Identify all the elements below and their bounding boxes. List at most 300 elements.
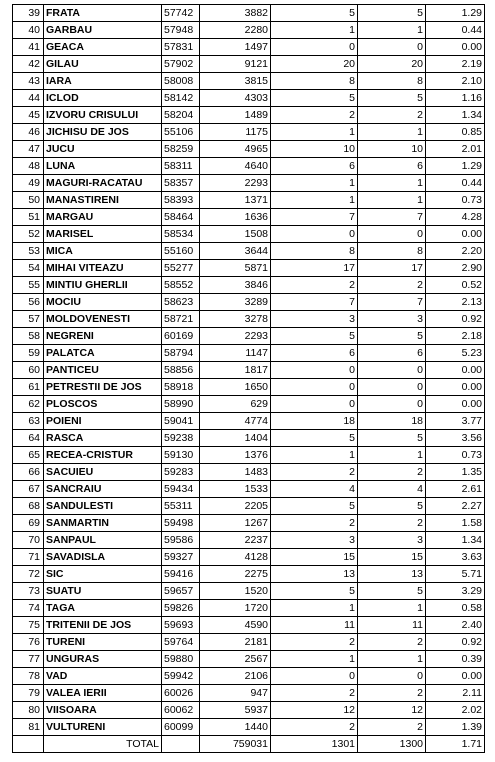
value-a: 2 xyxy=(271,515,358,532)
table-row xyxy=(13,481,485,498)
population: 1267 xyxy=(200,515,271,532)
locality-code: 59880 xyxy=(162,651,200,668)
row-number: 60 xyxy=(13,362,44,379)
population: 4774 xyxy=(200,413,271,430)
ratio: 1.29 xyxy=(426,5,485,22)
ratio: 4.28 xyxy=(426,209,485,226)
total-empty-code xyxy=(162,736,200,753)
locality-code: 59130 xyxy=(162,447,200,464)
value-b: 5 xyxy=(358,90,426,107)
row-number: 47 xyxy=(13,141,44,158)
value-b: 1 xyxy=(358,22,426,39)
locality-name: VULTURENI xyxy=(44,719,162,736)
locality-name: SANMARTIN xyxy=(44,515,162,532)
value-a: 18 xyxy=(271,413,358,430)
locality-name: GEACA xyxy=(44,39,162,56)
row-number: 71 xyxy=(13,549,44,566)
value-b: 12 xyxy=(358,702,426,719)
table-row xyxy=(13,362,485,379)
value-a: 11 xyxy=(271,617,358,634)
locality-name: MICA xyxy=(44,243,162,260)
value-b: 0 xyxy=(358,39,426,56)
value-a: 1 xyxy=(271,175,358,192)
locality-name: IARA xyxy=(44,73,162,90)
row-number: 48 xyxy=(13,158,44,175)
locality-name: SAVADISLA xyxy=(44,549,162,566)
value-b: 1 xyxy=(358,447,426,464)
locality-code: 58259 xyxy=(162,141,200,158)
ratio: 5.23 xyxy=(426,345,485,362)
locality-code: 58393 xyxy=(162,192,200,209)
value-a: 1 xyxy=(271,124,358,141)
locality-name: POIENI xyxy=(44,413,162,430)
value-b: 0 xyxy=(358,396,426,413)
population: 1636 xyxy=(200,209,271,226)
row-number: 70 xyxy=(13,532,44,549)
population: 4128 xyxy=(200,549,271,566)
table-row xyxy=(13,260,485,277)
table-row xyxy=(13,243,485,260)
locality-code: 57948 xyxy=(162,22,200,39)
total-ratio: 1.71 xyxy=(426,736,485,753)
row-number: 42 xyxy=(13,56,44,73)
table-row xyxy=(13,583,485,600)
population: 1533 xyxy=(200,481,271,498)
value-b: 1 xyxy=(358,600,426,617)
ratio: 0.52 xyxy=(426,277,485,294)
population: 9121 xyxy=(200,56,271,73)
locality-name: SANPAUL xyxy=(44,532,162,549)
row-number: 68 xyxy=(13,498,44,515)
value-b: 2 xyxy=(358,515,426,532)
ratio: 2.27 xyxy=(426,498,485,515)
ratio: 1.39 xyxy=(426,719,485,736)
row-number: 53 xyxy=(13,243,44,260)
table-row xyxy=(13,158,485,175)
table-row xyxy=(13,73,485,90)
population: 1483 xyxy=(200,464,271,481)
row-number: 39 xyxy=(13,5,44,22)
total-row xyxy=(13,736,485,753)
locality-name: MOCIU xyxy=(44,294,162,311)
value-a: 1 xyxy=(271,22,358,39)
locality-name: JUCU xyxy=(44,141,162,158)
row-number: 64 xyxy=(13,430,44,447)
population: 5871 xyxy=(200,260,271,277)
value-a: 13 xyxy=(271,566,358,583)
value-b: 1 xyxy=(358,651,426,668)
ratio: 3.77 xyxy=(426,413,485,430)
population: 1404 xyxy=(200,430,271,447)
locality-code: 57831 xyxy=(162,39,200,56)
ratio: 0.85 xyxy=(426,124,485,141)
row-number: 56 xyxy=(13,294,44,311)
locality-code: 55160 xyxy=(162,243,200,260)
population: 4965 xyxy=(200,141,271,158)
table-row xyxy=(13,209,485,226)
row-number: 41 xyxy=(13,39,44,56)
locality-name: TURENI xyxy=(44,634,162,651)
ratio: 0.00 xyxy=(426,362,485,379)
value-b: 8 xyxy=(358,243,426,260)
value-a: 5 xyxy=(271,328,358,345)
ratio: 1.34 xyxy=(426,532,485,549)
value-b: 1 xyxy=(358,175,426,192)
value-b: 17 xyxy=(358,260,426,277)
locality-name: PETRESTII DE JOS xyxy=(44,379,162,396)
table-row xyxy=(13,566,485,583)
value-b: 7 xyxy=(358,294,426,311)
locality-code: 58008 xyxy=(162,73,200,90)
ratio: 1.16 xyxy=(426,90,485,107)
locality-code: 59693 xyxy=(162,617,200,634)
locality-name: PALATCA xyxy=(44,345,162,362)
population: 3289 xyxy=(200,294,271,311)
value-b: 1 xyxy=(358,124,426,141)
locality-code: 58534 xyxy=(162,226,200,243)
ratio: 0.00 xyxy=(426,396,485,413)
population: 1371 xyxy=(200,192,271,209)
table-row xyxy=(13,39,485,56)
locality-name: RECEA-CRISTUR xyxy=(44,447,162,464)
table-row xyxy=(13,294,485,311)
value-a: 6 xyxy=(271,158,358,175)
total-label: TOTAL xyxy=(44,736,162,753)
value-a: 0 xyxy=(271,668,358,685)
locality-code: 59586 xyxy=(162,532,200,549)
row-number: 73 xyxy=(13,583,44,600)
population: 5937 xyxy=(200,702,271,719)
row-number: 54 xyxy=(13,260,44,277)
population: 1175 xyxy=(200,124,271,141)
value-b: 0 xyxy=(358,362,426,379)
population: 4590 xyxy=(200,617,271,634)
value-b: 10 xyxy=(358,141,426,158)
value-b: 6 xyxy=(358,158,426,175)
value-b: 3 xyxy=(358,532,426,549)
population: 3278 xyxy=(200,311,271,328)
table-row xyxy=(13,56,485,73)
ratio: 3.56 xyxy=(426,430,485,447)
locality-code: 58990 xyxy=(162,396,200,413)
locality-name: PANTICEU xyxy=(44,362,162,379)
population: 629 xyxy=(200,396,271,413)
value-a: 0 xyxy=(271,226,358,243)
locality-code: 59327 xyxy=(162,549,200,566)
ratio: 1.29 xyxy=(426,158,485,175)
ratio: 2.20 xyxy=(426,243,485,260)
ratio: 3.63 xyxy=(426,549,485,566)
row-number: 81 xyxy=(13,719,44,736)
population: 3882 xyxy=(200,5,271,22)
population: 3846 xyxy=(200,277,271,294)
ratio: 0.73 xyxy=(426,447,485,464)
table-row xyxy=(13,515,485,532)
ratio: 2.40 xyxy=(426,617,485,634)
population: 1508 xyxy=(200,226,271,243)
value-a: 2 xyxy=(271,277,358,294)
population: 1147 xyxy=(200,345,271,362)
table-row xyxy=(13,90,485,107)
locality-code: 58794 xyxy=(162,345,200,362)
value-a: 15 xyxy=(271,549,358,566)
row-number: 44 xyxy=(13,90,44,107)
table-row xyxy=(13,22,485,39)
table-body xyxy=(13,5,485,736)
value-a: 12 xyxy=(271,702,358,719)
table-row xyxy=(13,5,485,22)
value-a: 7 xyxy=(271,209,358,226)
locality-code: 60026 xyxy=(162,685,200,702)
value-a: 0 xyxy=(271,39,358,56)
locality-name: RASCA xyxy=(44,430,162,447)
population: 1720 xyxy=(200,600,271,617)
ratio: 0.39 xyxy=(426,651,485,668)
ratio: 5.71 xyxy=(426,566,485,583)
table-row xyxy=(13,617,485,634)
table-row xyxy=(13,549,485,566)
locality-code: 59434 xyxy=(162,481,200,498)
row-number: 50 xyxy=(13,192,44,209)
locality-name: VAD xyxy=(44,668,162,685)
value-b: 5 xyxy=(358,5,426,22)
locality-code: 58464 xyxy=(162,209,200,226)
row-number: 55 xyxy=(13,277,44,294)
row-number: 40 xyxy=(13,22,44,39)
ratio: 2.10 xyxy=(426,73,485,90)
total-col-b: 1300 xyxy=(358,736,426,753)
table-row xyxy=(13,702,485,719)
row-number: 62 xyxy=(13,396,44,413)
population: 2275 xyxy=(200,566,271,583)
locality-code: 58204 xyxy=(162,107,200,124)
locality-code: 59416 xyxy=(162,566,200,583)
locality-code: 60099 xyxy=(162,719,200,736)
row-number: 80 xyxy=(13,702,44,719)
table-row xyxy=(13,107,485,124)
row-number: 46 xyxy=(13,124,44,141)
ratio: 2.90 xyxy=(426,260,485,277)
row-number: 49 xyxy=(13,175,44,192)
locality-name: SUATU xyxy=(44,583,162,600)
row-number: 72 xyxy=(13,566,44,583)
locality-name: TAGA xyxy=(44,600,162,617)
row-number: 52 xyxy=(13,226,44,243)
value-a: 1 xyxy=(271,447,358,464)
ratio: 0.73 xyxy=(426,192,485,209)
population: 1376 xyxy=(200,447,271,464)
value-b: 1 xyxy=(358,192,426,209)
value-b: 2 xyxy=(358,277,426,294)
population: 2237 xyxy=(200,532,271,549)
value-b: 0 xyxy=(358,379,426,396)
ratio: 0.92 xyxy=(426,634,485,651)
locality-name: LUNA xyxy=(44,158,162,175)
population: 2280 xyxy=(200,22,271,39)
value-b: 20 xyxy=(358,56,426,73)
value-a: 1 xyxy=(271,192,358,209)
locality-code: 58918 xyxy=(162,379,200,396)
locality-name: GARBAU xyxy=(44,22,162,39)
table-row xyxy=(13,175,485,192)
locality-name: VIISOARA xyxy=(44,702,162,719)
locality-name: IZVORU CRISULUI xyxy=(44,107,162,124)
locality-name: MANASTIRENI xyxy=(44,192,162,209)
value-a: 2 xyxy=(271,719,358,736)
locality-name: SANDULESTI xyxy=(44,498,162,515)
row-number: 58 xyxy=(13,328,44,345)
value-a: 1 xyxy=(271,651,358,668)
row-number: 63 xyxy=(13,413,44,430)
population: 2567 xyxy=(200,651,271,668)
ratio: 0.00 xyxy=(426,39,485,56)
locality-code: 58142 xyxy=(162,90,200,107)
population: 3815 xyxy=(200,73,271,90)
locality-code: 59826 xyxy=(162,600,200,617)
value-b: 4 xyxy=(358,481,426,498)
population: 2181 xyxy=(200,634,271,651)
value-a: 5 xyxy=(271,498,358,515)
value-b: 5 xyxy=(358,328,426,345)
population: 2293 xyxy=(200,175,271,192)
locality-code: 58856 xyxy=(162,362,200,379)
value-a: 2 xyxy=(271,464,358,481)
value-a: 6 xyxy=(271,345,358,362)
value-a: 5 xyxy=(271,583,358,600)
row-number: 45 xyxy=(13,107,44,124)
locality-code: 57902 xyxy=(162,56,200,73)
locality-name: SANCRAIU xyxy=(44,481,162,498)
row-number: 67 xyxy=(13,481,44,498)
locality-name: GILAU xyxy=(44,56,162,73)
locality-name: MOLDOVENESTI xyxy=(44,311,162,328)
table-row xyxy=(13,396,485,413)
locality-code: 58357 xyxy=(162,175,200,192)
table-row xyxy=(13,447,485,464)
locality-name: SACUIEU xyxy=(44,464,162,481)
table-row xyxy=(13,413,485,430)
locality-name: UNGURAS xyxy=(44,651,162,668)
ratio: 2.19 xyxy=(426,56,485,73)
locality-name: TRITENII DE JOS xyxy=(44,617,162,634)
ratio: 1.58 xyxy=(426,515,485,532)
data-table-container xyxy=(12,4,485,753)
population: 1497 xyxy=(200,39,271,56)
table-row xyxy=(13,498,485,515)
localities-table xyxy=(12,4,485,753)
locality-code: 59498 xyxy=(162,515,200,532)
value-a: 10 xyxy=(271,141,358,158)
population: 947 xyxy=(200,685,271,702)
locality-name: MARGAU xyxy=(44,209,162,226)
ratio: 1.34 xyxy=(426,107,485,124)
locality-code: 59041 xyxy=(162,413,200,430)
ratio: 0.00 xyxy=(426,379,485,396)
locality-name: SIC xyxy=(44,566,162,583)
population: 1520 xyxy=(200,583,271,600)
table-row xyxy=(13,532,485,549)
locality-code: 59238 xyxy=(162,430,200,447)
table-row xyxy=(13,668,485,685)
locality-name: PLOSCOS xyxy=(44,396,162,413)
locality-name: FRATA xyxy=(44,5,162,22)
population: 3644 xyxy=(200,243,271,260)
row-number: 74 xyxy=(13,600,44,617)
population: 1817 xyxy=(200,362,271,379)
row-number: 65 xyxy=(13,447,44,464)
row-number: 43 xyxy=(13,73,44,90)
population: 4640 xyxy=(200,158,271,175)
locality-code: 60169 xyxy=(162,328,200,345)
value-a: 8 xyxy=(271,73,358,90)
locality-code: 58552 xyxy=(162,277,200,294)
locality-name: JICHISU DE JOS xyxy=(44,124,162,141)
ratio: 2.13 xyxy=(426,294,485,311)
table-row xyxy=(13,226,485,243)
value-b: 2 xyxy=(358,719,426,736)
ratio: 2.11 xyxy=(426,685,485,702)
total-empty-cell xyxy=(13,736,44,753)
table-row xyxy=(13,430,485,447)
row-number: 59 xyxy=(13,345,44,362)
value-b: 0 xyxy=(358,668,426,685)
value-a: 2 xyxy=(271,107,358,124)
ratio: 2.01 xyxy=(426,141,485,158)
value-b: 15 xyxy=(358,549,426,566)
value-a: 20 xyxy=(271,56,358,73)
value-a: 8 xyxy=(271,243,358,260)
value-a: 3 xyxy=(271,311,358,328)
value-a: 5 xyxy=(271,90,358,107)
table-row xyxy=(13,328,485,345)
value-b: 5 xyxy=(358,430,426,447)
value-b: 18 xyxy=(358,413,426,430)
population: 2106 xyxy=(200,668,271,685)
table-row xyxy=(13,685,485,702)
value-a: 2 xyxy=(271,634,358,651)
ratio: 0.00 xyxy=(426,226,485,243)
value-a: 1 xyxy=(271,600,358,617)
value-b: 2 xyxy=(358,464,426,481)
value-b: 5 xyxy=(358,583,426,600)
table-row xyxy=(13,345,485,362)
ratio: 1.35 xyxy=(426,464,485,481)
row-number: 66 xyxy=(13,464,44,481)
value-a: 7 xyxy=(271,294,358,311)
ratio: 2.18 xyxy=(426,328,485,345)
locality-code: 59657 xyxy=(162,583,200,600)
value-a: 5 xyxy=(271,430,358,447)
value-a: 4 xyxy=(271,481,358,498)
value-b: 8 xyxy=(358,73,426,90)
locality-code: 55277 xyxy=(162,260,200,277)
population: 1489 xyxy=(200,107,271,124)
locality-code: 55106 xyxy=(162,124,200,141)
population: 4303 xyxy=(200,90,271,107)
ratio: 0.44 xyxy=(426,22,485,39)
table-row xyxy=(13,379,485,396)
value-a: 17 xyxy=(271,260,358,277)
value-b: 0 xyxy=(358,226,426,243)
ratio: 0.00 xyxy=(426,668,485,685)
row-number: 78 xyxy=(13,668,44,685)
value-b: 6 xyxy=(358,345,426,362)
population: 1440 xyxy=(200,719,271,736)
population: 1650 xyxy=(200,379,271,396)
table-row xyxy=(13,634,485,651)
row-number: 61 xyxy=(13,379,44,396)
value-b: 13 xyxy=(358,566,426,583)
